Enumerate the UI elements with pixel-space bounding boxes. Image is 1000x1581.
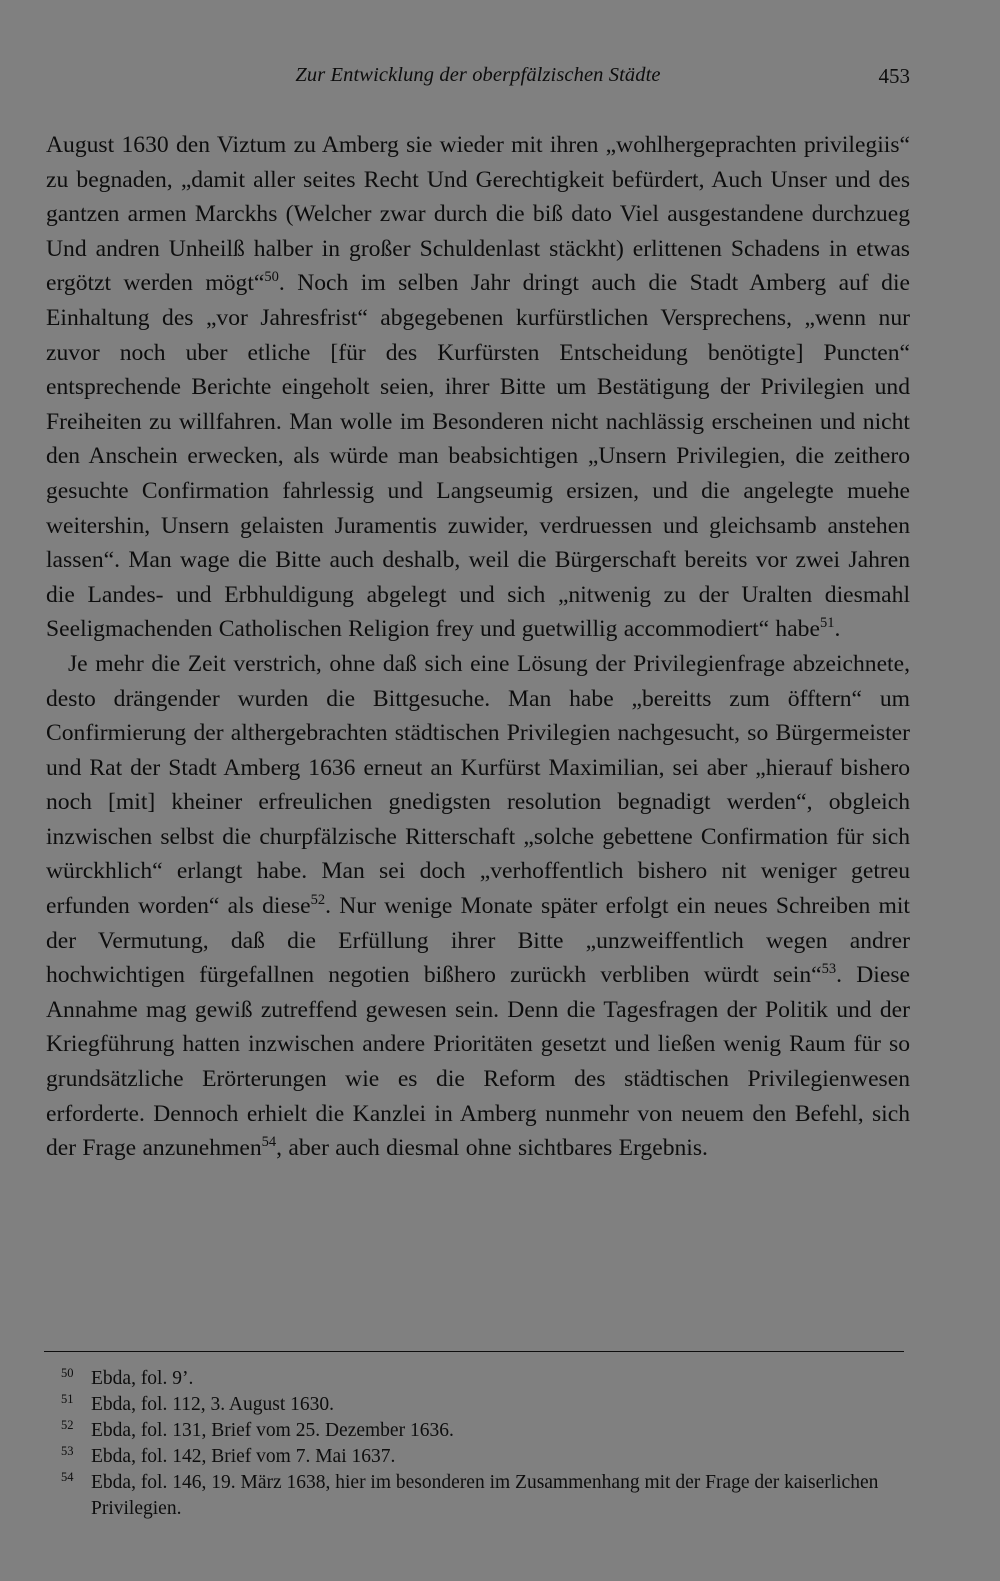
footnote-text: Ebda, fol. 142, Brief vom 7. Mai 1637. — [91, 1446, 396, 1467]
paragraph-1 — [46, 128, 910, 647]
paragraph-text: . Diese Annahme mag gewiß zutreffend gewesen sein. Denn die Tagesfragen der Politik und der Kriegführung hatten inzwischen andere Prioritäten gesetzt und ließen wenig Raum für so grundsätzliche Erörterungen wie es die Reform des städtischen Privilegienwesen erforderte. Dennoch erhielt die Kanzlei in Amberg nunmehr von neuem den Befehl, sich der Frage anzunehmen — [46, 962, 910, 1162]
footnotes — [42, 1366, 912, 1522]
footnote-text: Ebda, fol. 112, 3. August 1630. — [91, 1394, 335, 1415]
footnote: 50 Ebda, fol. 9’. — [61, 1366, 194, 1389]
paragraph-text: August 1630 den Viztum zu Amberg sie wieder mit ihren „wohlhergeprachten privilegiis“ zu begnaden, „damit aller seites Recht Und Gerechtigkeit befürdert, Auch Unser und des gantzen armen Marckhs (Welcher zwar durch die biß dato Viel ausgestandene durchzueg Und andren Unheilß halber in großer Schuldenlast stäckht) erlittenen Schadens in etwas ergötzt werden mögt“ — [46, 132, 910, 297]
paragraph-text: Je mehr die Zeit verstrich, ohne daß sich eine Lösung der Privilegienfrage abzeichnete, desto drängender wurden die Bittgesuche. Man habe „bereitts zum öfftern“ um Confirmierung der althergebrachten städtischen Privilegien nachgesucht, so Bürgermeister und Rat der Stadt Amberg 1636 erneut an Kurfürst Maximilian, sei aber „hierauf bishero noch [mit] kheiner erfreulichen gnedigsten resolution begnadigt werden“, obgleich inzwischen selbst die churpfälzische Ritterschaft „solche gebettene Confirmation für sich würckhlich“ erlangt habe. Man sei doch „verhoffentlich bishero nit weniger getreu erfunden worden“ als diese — [46, 650, 910, 920]
body-text — [46, 128, 910, 1166]
footnote: 53 Ebda, fol. 142, Brief vom 7. Mai 1637. — [61, 1444, 396, 1467]
footnote-reference: 53 — [821, 961, 837, 978]
paragraph-text: . Noch im selben Jahr dringt auch die Stadt Amberg auf die Einhaltung des „vor Jahresfrist“ abgegebenen kurfürstlichen Versprechens, „wenn nur zuvor noch uber etliche [für des Kurfürsten Entscheidung benötigte] Puncten“ entsprechende Berichte eingeholt seien, ihrer Bitte um Bestätigung der Privilegien und Freiheiten zu willfahren. Man wolle im Besonderen nicht nachlässig erscheinen und nicht den Anschein erwecken, als würde man beabsichtigen „Unsern Privilegien, die zeithero gesuchte Confirmation fahrlessig und Langseumig ersizen, und die angelegte muehe weitershin, Unsern gelaisten Juramentis zuwider, verdruessen und gleichsamb anstehen lassen“. Man wage die Bitte auch deshalb, weil die Bürgerschaft bereits vor zwei Jahren die Landes- und Erbhuldigung abgelegt und sich „nitwenig zu der Uralten diesmahl Seeligmachenden Catholischen Religion frey und guetwillig accommodiert“ habe — [46, 270, 910, 643]
running-head — [44, 64, 912, 96]
page-number: 453 — [878, 64, 910, 88]
footnote: 52 Ebda, fol. 131, Brief vom 25. Dezember 1636. — [61, 1418, 454, 1441]
footnote-reference: 54 — [261, 1134, 277, 1151]
footnote-reference: 51 — [819, 615, 835, 632]
footnote-text: Ebda, fol. 9’. — [91, 1368, 194, 1389]
paragraph-text: , aber auch diesmal ohne sichtbares Ergebnis. — [276, 1135, 708, 1162]
paragraph-text: . — [834, 616, 841, 643]
running-title: Zur Entwicklung der oberpfälzischen Städte — [295, 64, 661, 86]
footnote-reference: 50 — [264, 269, 279, 286]
footnote-text: Ebda, fol. 146, 19. März 1638, hier im besonderen im Zusammenhang mit der Frage der kaiserlichen Privilegien. — [91, 1472, 879, 1519]
footnote-reference: 52 — [310, 892, 326, 909]
footnote-divider — [44, 1351, 904, 1352]
paragraph-2 — [46, 647, 910, 1166]
footnote: 54 Ebda, fol. 146, 19. März 1638, hier im besonderen im Zusammenhang mit der Frage der kaiserlichen Privilegien. — [61, 1470, 879, 1519]
footnote-text: Ebda, fol. 131, Brief vom 25. Dezember 1636. — [91, 1420, 454, 1441]
paragraph-text: . Nur wenige Monate später erfolgt ein neues Schreiben mit der Vermutung, daß die Erfüllung ihrer Bitte „unzweiffentlich wegen andrer hochwichtigen fürgefallnen negotien bißhero zurückh verbliben würdt sein“ — [46, 893, 910, 989]
footnote: 51 Ebda, fol. 112, 3. August 1630. — [61, 1392, 335, 1415]
